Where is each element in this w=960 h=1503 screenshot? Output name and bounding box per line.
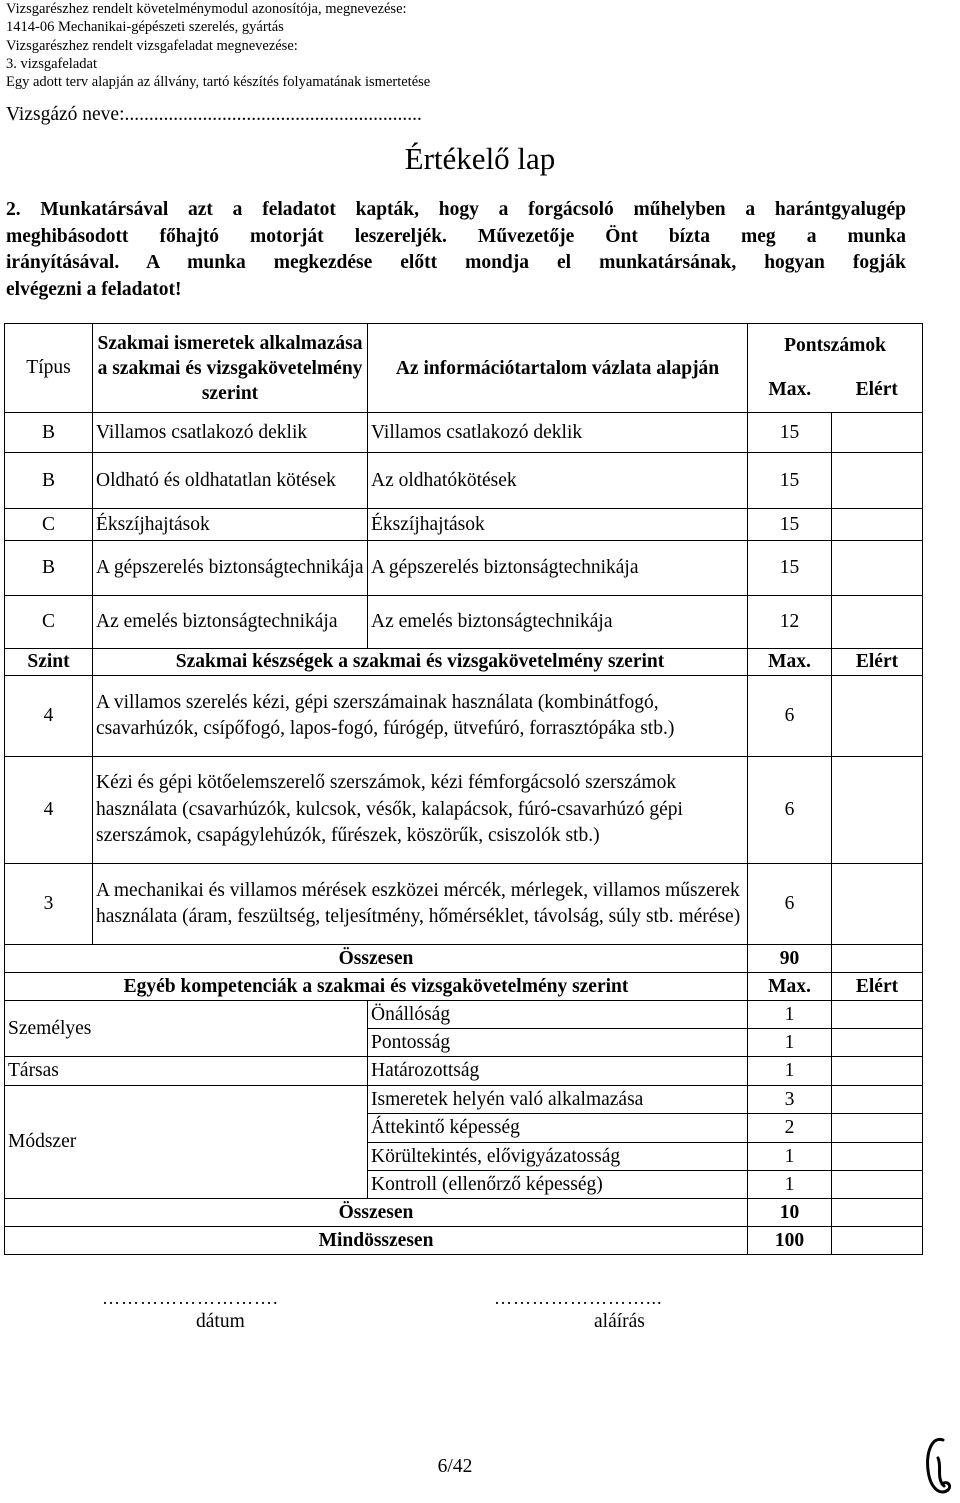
max-cell: 2 [748,1114,832,1143]
table-row [5,676,923,757]
total-row [5,1199,923,1227]
group-label: Személyes [5,1001,368,1057]
date-line: ………………………. [102,1288,279,1308]
header-elert: Elért [832,973,923,1001]
header-skills: Szakmai készségek a szakmai és vizsgakövetelmény szerint [93,649,748,676]
signature-line: ……………………... [494,1288,663,1308]
score-cell[interactable] [832,1114,923,1143]
other-header-row [5,973,923,1001]
header-line: Egy adott terv alapján az állvány, tartó készítés folyamatának ismertetése [6,74,431,91]
max-cell: 1 [748,1029,832,1057]
score-cell[interactable] [832,453,923,509]
level-cell: 4 [5,676,93,757]
max-cell: 15 [748,509,832,541]
max-cell: 1 [748,1171,832,1199]
score-cell[interactable] [832,757,923,864]
score-cell[interactable] [832,413,923,453]
header-pontszamok: Pontszámok [748,324,923,369]
header-line: Vizsgarészhez rendelt vizsgafeladat megnevezése: [6,37,298,54]
max-cell: 15 [748,541,832,596]
task-description [6,197,906,303]
header-max: Max. [748,649,832,676]
outline-cell: Az emelés biztonságtechnikája [368,596,748,649]
score-cell[interactable] [832,1029,923,1057]
task-line: 2. Munkatársával azt a feladatot kapták, hogy a forgácsoló műhelyben a harántgyalugép [6,199,906,220]
page-title: Értékelő lap [404,141,556,176]
competency-cell: Pontosság [368,1029,748,1057]
header-tipus: Típus [5,324,93,413]
grand-total-row [5,1227,923,1255]
max-cell: 1 [748,1001,832,1029]
table-row [5,541,923,596]
score-cell[interactable] [832,1171,923,1199]
total-row [5,945,923,973]
candidate-name-field: Vizsgázó neve:............................................................. [6,104,422,125]
handwritten-signature-mark [918,1430,958,1500]
grand-total-value: 100 [748,1227,832,1255]
skill-cell: A mechanikai és villamos mérések eszközei mércék, mérlegek, villamos műszerek használata (áram, feszültség, teljesítmény, hőmérséklet, távolság, súly stb. mérése) [93,864,748,945]
max-cell: 15 [748,413,832,453]
header-szakmai: Szakmai ismeretek alkalmazása a szakmai és vizsgakövetelmény szerint [93,324,368,413]
outline-cell: A gépszerelés biztonságtechnikája [368,541,748,596]
group-label: Társas [5,1057,368,1086]
header-szint: Szint [5,649,93,676]
level-cell: 4 [5,757,93,864]
document-header [6,0,430,91]
max-cell: 3 [748,1086,832,1114]
type-cell: B [5,413,93,453]
max-cell: 12 [748,596,832,649]
outline-cell: Ékszíjhajtások [368,509,748,541]
score-cell[interactable] [832,1001,923,1029]
outline-cell: Az oldhatókötések [368,453,748,509]
max-cell: 6 [748,864,832,945]
score-cell[interactable] [832,541,923,596]
level-cell: 3 [5,864,93,945]
group-label: Módszer [5,1086,368,1199]
header-line: 3. vizsgafeladat [6,55,97,72]
topic-cell: Villamos csatlakozó deklik [93,413,368,453]
type-cell: B [5,453,93,509]
signature-label: aláírás [594,1311,645,1332]
competency-cell: Kontroll (ellenőrző képesség) [368,1171,748,1199]
table-row [5,596,923,649]
max-cell: 6 [748,757,832,864]
competency-cell: Határozottság [368,1057,748,1086]
outline-cell: Villamos csatlakozó deklik [368,413,748,453]
skill-cell: A villamos szerelés kézi, gépi szerszámainak használata (kombinátfogó, csavarhúzók, csípőfogó, lapos-fogó, fúrógép, ütvefúró, forrasztópáka stb.) [93,676,748,757]
page-number: 6/42 [437,1456,473,1477]
max-cell: 1 [748,1057,832,1086]
competency-cell: Önállóság [368,1001,748,1029]
grand-total-label: Mindösszesen [5,1227,748,1255]
header-line: 1414-06 Mechanikai-gépészeti szerelés, gyártás [6,19,284,36]
header-other: Egyéb kompetenciák a szakmai és vizsgakövetelmény szerint [5,973,748,1001]
total-value: 90 [748,945,832,973]
task-line: meghibásodott főhajtó motorját leszereljék. Művezetője Önt bízta meg a munka [6,225,906,247]
topic-cell: Oldható és oldhatatlan kötések [93,453,368,509]
max-cell: 6 [748,676,832,757]
table-row [5,453,923,509]
table-row [5,1057,923,1086]
max-cell: 15 [748,453,832,509]
table-row [5,413,923,453]
table-row [5,757,923,864]
date-label: dátum [196,1311,245,1332]
total-label: Összesen [5,1199,748,1227]
type-cell: C [5,596,93,649]
score-cell[interactable] [832,596,923,649]
score-cell[interactable] [832,1086,923,1114]
table-header-row [5,324,923,369]
type-cell: C [5,509,93,541]
topic-cell: Az emelés biztonságtechnikája [93,596,368,649]
topic-cell: Ékszíjhajtások [93,509,368,541]
header-elert: Elért [832,369,923,413]
header-elert: Elért [832,649,923,676]
score-cell[interactable] [832,509,923,541]
table-row [5,1001,923,1029]
table-row [5,1086,923,1114]
total-value: 10 [748,1199,832,1227]
max-cell: 1 [748,1143,832,1171]
competency-cell: Körültekintés, elővigyázatosság [368,1143,748,1171]
score-cell[interactable] [832,1143,923,1171]
competency-cell: Ismeretek helyén való alkalmazása [368,1086,748,1114]
table-row [5,509,923,541]
competency-cell: Áttekintő képesség [368,1114,748,1143]
score-cell[interactable] [832,864,923,945]
skills-header-row [5,649,923,676]
task-line: elvégezni a feladatot! [6,278,182,300]
header-info: Az információtartalom vázlata alapján [368,324,748,413]
score-cell[interactable] [832,945,923,973]
task-line: irányításával. A munka megkezdése előtt mondja el munkatársának, hogyan fogják [6,252,906,274]
evaluation-table [4,323,923,1255]
topic-cell: A gépszerelés biztonságtechnikája [93,541,368,596]
total-label: Összesen [5,945,748,973]
skill-cell: Kézi és gépi kötőelemszerelő szerszámok, kézi fémforgácsoló szerszámok használata (csavarhúzók, kulcsok, vésők, kalapácsok, fúró-csavarhúzó gépi szerszámok, csapágylehúzók, fűrészek, köszörűk, csiszolók stb.) [93,757,748,864]
score-cell[interactable] [832,1199,923,1227]
header-line: Vizsgarészhez rendelt követelménymodul azonosítója, megnevezése: [6,1,407,17]
score-cell[interactable] [832,1057,923,1086]
type-cell: B [5,541,93,596]
header-max: Max. [748,973,832,1001]
table-row [5,864,923,945]
header-max: Max. [748,369,832,413]
score-cell[interactable] [832,676,923,757]
score-cell[interactable] [832,1227,923,1255]
